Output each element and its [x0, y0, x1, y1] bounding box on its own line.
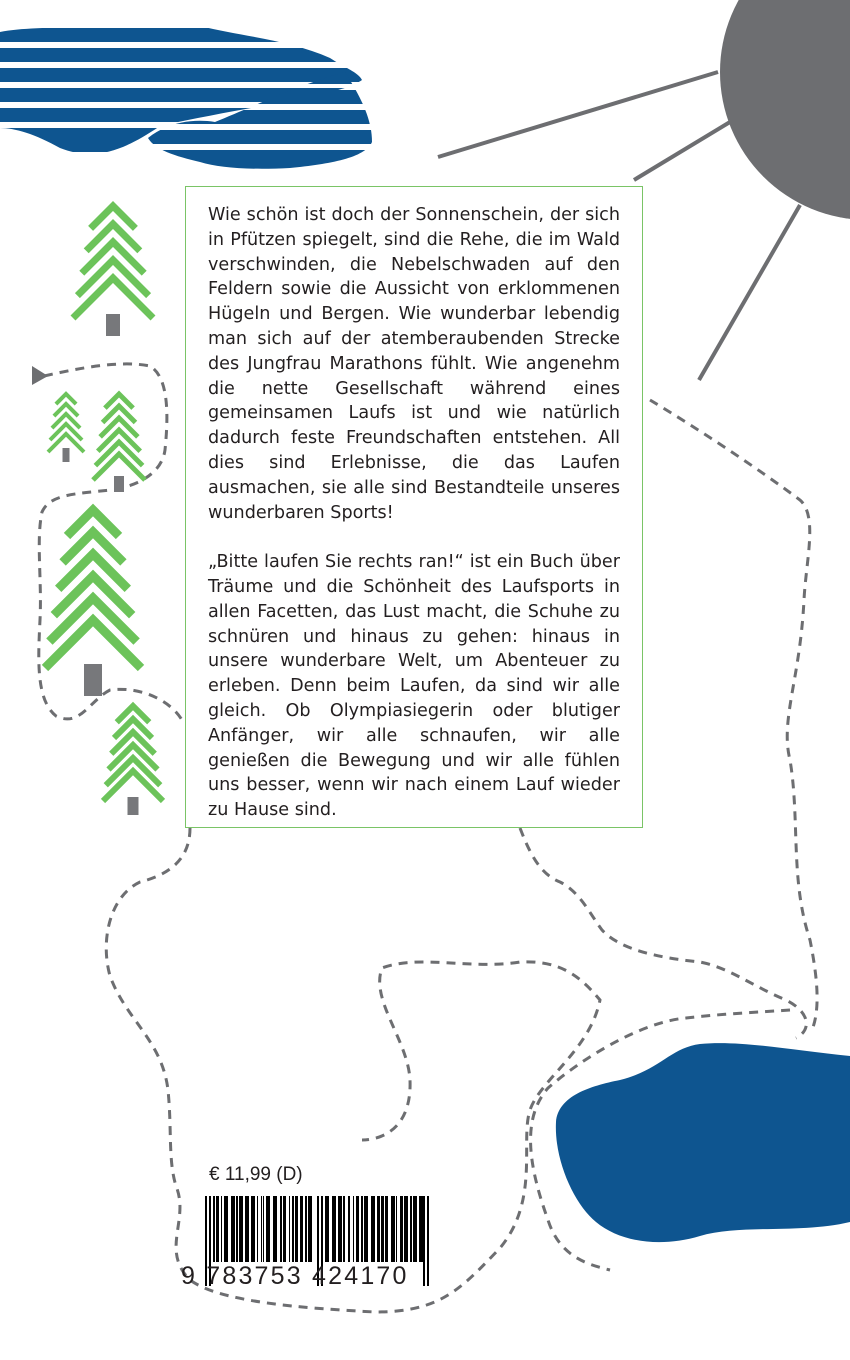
barcode-bar	[280, 1196, 282, 1262]
barcode-bar	[385, 1196, 388, 1262]
barcode-bar	[356, 1196, 359, 1262]
barcode-bar	[216, 1196, 219, 1262]
barcode-bar	[361, 1196, 363, 1262]
price-label: € 11,99 (D)	[209, 1164, 303, 1185]
barcode-bar	[292, 1196, 294, 1262]
tree-trunk	[63, 448, 70, 462]
barcode-bar	[308, 1196, 312, 1262]
barcode-bar	[251, 1196, 255, 1262]
barcode-bar	[371, 1196, 375, 1262]
barcode-bar	[419, 1196, 423, 1262]
barcode-bar	[266, 1196, 270, 1262]
barcode-bar	[377, 1196, 380, 1262]
barcode-bar	[305, 1196, 307, 1262]
blurb-paragraph-2: „Bitte laufen Sie rechts ran!“ ist ein Buch über Träume und die Schönheit des Laufsports in allen Facetten, das Lust macht, die Schuhe zu schnüren und hinaus zu gehen: hinaus in unsere wunderbare Welt, um Abenteuer zu erleben. Denn beim Laufen, da sind wir alle gleich. Ob Olympiasiegerin oder blutiger Anfänger, wir alle schnaufen, wir alle genießen die Bewegung und wir alle fühlen uns besser, wenn wir nach einem Lauf wieder zu Hause sind.	[208, 552, 620, 821]
barcode-bar	[391, 1196, 395, 1262]
barcode-bar	[413, 1196, 417, 1262]
barcode-bar	[283, 1196, 286, 1262]
lake-icon	[556, 1043, 850, 1242]
barcode-bar	[338, 1196, 342, 1262]
barcode-bar	[273, 1196, 277, 1262]
barcode-bar	[239, 1196, 243, 1262]
tree-trunk	[114, 476, 124, 492]
barcode-bar	[300, 1196, 303, 1262]
barcode-bar	[364, 1196, 368, 1262]
barcode-bar	[381, 1196, 384, 1262]
fir-tree-icon	[45, 510, 141, 696]
barcode-bar	[245, 1196, 249, 1262]
barcode-bar	[289, 1196, 290, 1262]
barcode-bar	[213, 1196, 215, 1262]
barcode-bar	[236, 1196, 238, 1262]
barcode-bar	[295, 1196, 298, 1262]
isbn-digits: 9 783753 424170	[181, 1262, 409, 1290]
barcode-bar	[348, 1196, 350, 1262]
barcode-bar	[221, 1196, 222, 1262]
fir-tree-icon	[48, 394, 84, 462]
barcode-bar	[231, 1196, 235, 1262]
path-start-arrow-icon	[32, 366, 48, 385]
barcode-bar	[343, 1196, 345, 1262]
fir-tree-icon	[73, 206, 153, 336]
barcode-bar	[325, 1196, 329, 1262]
barcode-bar	[257, 1196, 258, 1262]
barcode-bar	[353, 1196, 354, 1262]
barcode-bar	[400, 1196, 403, 1262]
fir-tree-icon	[103, 706, 163, 815]
barcode-bar	[261, 1196, 262, 1262]
fir-tree-icon	[93, 394, 145, 492]
tree-trunk	[128, 797, 139, 815]
barcode-bar	[224, 1196, 228, 1262]
cloud-icon	[0, 28, 380, 172]
barcode-bar	[410, 1196, 412, 1262]
barcode-bar	[332, 1196, 336, 1262]
barcode-bar	[263, 1196, 264, 1262]
blurb-box	[185, 186, 643, 828]
barcode-bar	[396, 1196, 397, 1262]
blurb-paragraph-1: Wie schön ist doch der Sonnenschein, der sich in Pfützen spiegelt, sind die Rehe, die im Wald verschwinden, die Nebelschwaden auf den Feldern sowie die Aussicht von erklommenen Hügeln und Bergen. Wie wunderbar lebendig man sich auf der atemberaubenden Strecke des Jungfrau Marathons fühlt. Wie angenehm die nette Gesellschaft während eines gemeinsamen Laufs ist und wie natürlich dadurch feste Freundschaften entstehen. All dies sind Erlebnisse, die das Laufen ausmachen, sie alle sind Bestandteile unseres wunderbaren Sports!	[208, 205, 620, 523]
tree-trunk	[106, 314, 120, 336]
barcode-bar	[404, 1196, 408, 1262]
tree-trunk	[84, 664, 102, 696]
